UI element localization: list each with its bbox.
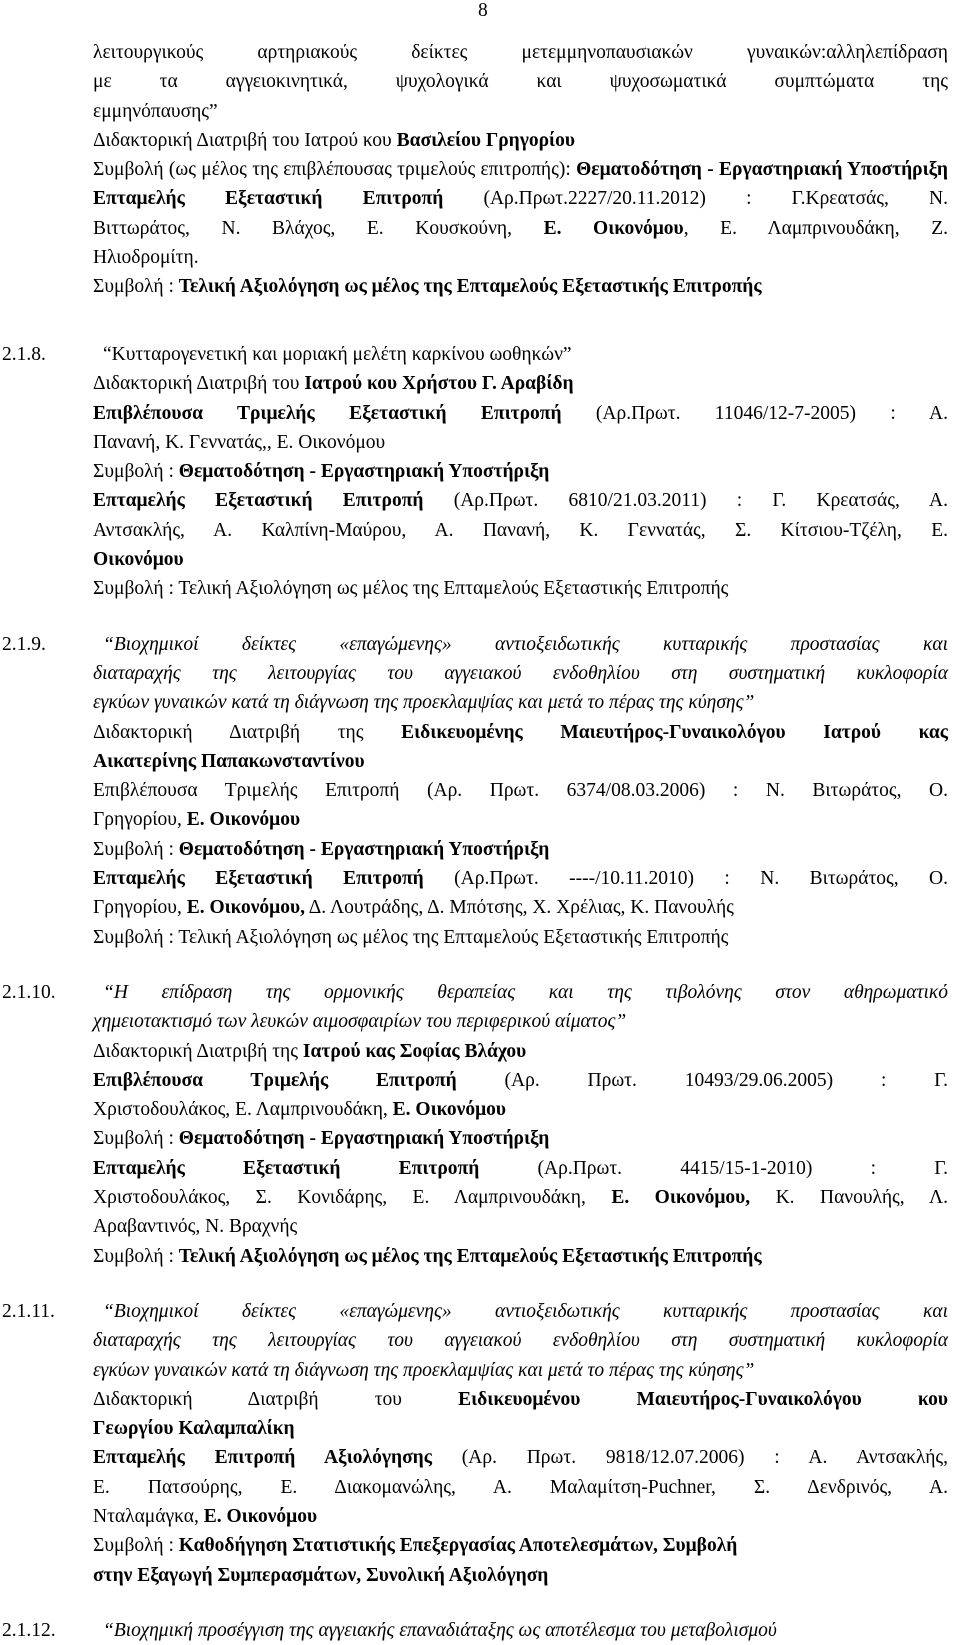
thesis-line	[93, 1037, 948, 1066]
role-text: Τελική Αξιολόγηση ως μέλος της Επταμελούς Εξεταστικής Επιτροπής	[178, 276, 762, 298]
entry-title-line-1	[93, 978, 948, 1007]
committee-line-3: Αραβαντινός, Ν. Βραχνής	[93, 1216, 298, 1238]
committee-members-rest: Δ. Λουτράδης, Δ. Μπότσης, Χ. Χρέλιας, Κ. Πανουλής	[304, 897, 734, 919]
supervising-details: (Αρ. Πρωτ. 10493/29.06.2005) : Γ.	[456, 1069, 948, 1091]
committee-label: Επταμελής Εξεταστική Επιτροπή	[93, 1157, 480, 1179]
intro-role2-line	[93, 272, 948, 301]
role1-line	[93, 835, 948, 864]
committee-members: Νταλαμάγκα,	[93, 1505, 204, 1527]
supervising-details: (Αρ.Πρωτ. 11046/12-7-2005) : Α.	[561, 402, 948, 424]
intro-committee-line-1	[93, 184, 948, 213]
thesis-line-1	[93, 718, 948, 747]
thesis-entry-2-1-10	[0, 978, 948, 1271]
intro-title-line-1: λειτουργικούς αρτηριακούς δείκτες μετεμμηνοπαυσιακών γυναικών:αλληλεπίδραση	[93, 42, 948, 63]
committee-members: Χριστοδουλάκος, Σ. Κονιδάρης, Ε. Λαμπρινουδάκη,	[93, 1187, 612, 1209]
committee-line-1	[93, 486, 948, 515]
supervising-line-2	[93, 805, 948, 834]
role2-line	[93, 1242, 948, 1271]
role-prefix: Συμβολή :	[93, 1535, 179, 1557]
thesis-author: Ειδικευομένης Μαιευτήρος-Γυναικολόγου Ιατρού κας	[401, 721, 948, 743]
committee-line-3	[93, 1502, 948, 1531]
committee-line-2: Αντσακλής, Α. Καλπίνη-Μαύρου, Α. Πανανή, Κ. Γεννατάς, Σ. Κίτσιου-Τζέλη, Ε.	[93, 519, 948, 541]
role-prefix: Συμβολή :	[93, 461, 179, 483]
role-text: Καθοδήγηση Στατιστικής Επεξεργασίας Αποτελεσμάτων, Συμβολή	[178, 1535, 738, 1557]
entry-title-text: “Η επίδραση της ορμονικής θεραπείας και της τιβολόνης στον αθηρωματικό	[103, 981, 948, 1003]
committee-members: Γρηγορίου,	[93, 897, 187, 919]
highlighted-member: Ε. Οικονόμου	[203, 1505, 318, 1527]
intro-entry-continuation	[93, 38, 948, 302]
thesis-prefix: Διδακτορική Διατριβή της	[93, 721, 402, 743]
intro-title-line-3: εμμηνόπαυσης”	[93, 100, 218, 122]
page-number: 8	[478, 0, 488, 21]
entry-title-text: εγκύων γυναικών κατά τη διάγνωση της προεκλαμψίας και μετά το πέρας της κύησης”	[93, 692, 755, 714]
entry-number: 2.1.9.	[2, 633, 46, 655]
role-prefix: Συμβολή (ως μέλος της επιβλέπουσας τριμελούς επιτροπής):	[93, 159, 577, 181]
entry-title-text: “Βιοχημικοί δείκτες «επαγώμενης» αντιοξειδωτικής κυτταρικής προστασίας και	[103, 633, 948, 655]
committee-members-rest: , Ε. Λαμπρινουδάκη, Ζ.	[683, 217, 949, 239]
intro-thesis-line	[93, 126, 948, 155]
highlighted-member: Οικονόμου	[93, 549, 184, 571]
committee-label: Επταμελής Εξεταστική Επιτροπή	[93, 868, 424, 890]
entry-title-text: “Βιοχημικοί δείκτες «επαγώμενης» αντιοξειδωτικής κυτταρικής προστασίας και	[103, 1300, 948, 1322]
entry-number: 2.1.12.	[2, 1619, 56, 1641]
supervising-line-1	[93, 1066, 948, 1095]
committee-details: (Αρ.Πρωτ. ----/10.11.2010) : Ν. Βιτωράτος, Ο.	[423, 868, 949, 890]
supervising-line-1: Επιβλέπουσα Τριμελής Επιτροπή (Αρ. Πρωτ. 6374/08.03.2006) : Ν. Βιτωράτος, Ο.	[93, 780, 948, 802]
highlighted-member: Ε. Οικονόμου	[392, 1099, 507, 1121]
role-text: Θεματοδότηση - Εργαστηριακή Υποστήριξη	[178, 838, 550, 860]
role1-line	[93, 457, 948, 486]
role-text: Τελική Αξιολόγηση ως μέλος της Επταμελούς Εξεταστικής Επιτροπής	[178, 1245, 762, 1267]
entry-number: 2.1.11.	[2, 1300, 55, 1322]
entry-title-text: διαταραχής της λειτουργίας του αγγειακού ενδοθηλίου στη συστηματική κυκλοφορία	[93, 662, 948, 684]
entry-title-line-3	[93, 1356, 948, 1385]
thesis-entry-2-1-11	[0, 1297, 948, 1590]
role-text-cont: στην Εξαγωγή Συμπερασμάτων, Συνολική Αξιολόγηση	[93, 1564, 549, 1586]
committee-members: Βιττωράτος, Ν. Βλάχος, Ε. Κουσκούνη,	[93, 217, 544, 239]
role-prefix: Συμβολή :	[93, 276, 179, 298]
thesis-entry-2-1-12	[0, 1616, 948, 1645]
entry-title-text: “Βιοχημική προσέγγιση της αγγειακής επαναδιάταξης ως αποτέλεσμα του μεταβολισμού	[103, 1619, 777, 1641]
committee-members-rest: Κ. Πανουλής, Λ.	[750, 1187, 948, 1209]
entry-title-line-1	[93, 1297, 948, 1326]
intro-title-line-2: με τα αγγειοκινητικά, ψυχολογικά και ψυχοσωματικά συμπτώματα της	[93, 71, 948, 93]
committee-label: Επταμελής Επιτροπή Αξιολόγησης	[93, 1447, 432, 1469]
entry-title-line-3	[93, 688, 948, 717]
thesis-entry-2-1-9	[0, 630, 948, 952]
entry-number: 2.1.10.	[2, 981, 56, 1003]
entry-title-line-2	[93, 1326, 948, 1355]
committee-details: (Αρ.Πρωτ. 6810/21.03.2011) : Γ. Κρεατσάς, Α.	[423, 490, 949, 512]
committee-label: Επταμελής Εξεταστική Επιτροπή	[93, 490, 424, 512]
committee-line-2: Ε. Πατσούρης, Ε. Διακομανώλης, Α. Μαλαμίτση-Puchner, Σ. Δενδρινός, Α.	[93, 1476, 948, 1498]
thesis-author: Ειδικευομένου Μαιευτήρος-Γυναικολόγου κου	[458, 1388, 948, 1410]
intro-committee-line-3: Ηλιοδρομίτη.	[93, 247, 199, 269]
committee-line-2	[93, 1183, 948, 1212]
role-line-2	[93, 1561, 948, 1590]
entry-title-line-2	[93, 1007, 948, 1036]
supervising-line-2	[93, 1095, 948, 1124]
thesis-entries-list	[0, 340, 960, 1645]
highlighted-member: Ε. Οικονόμου	[186, 809, 301, 831]
role1-line	[93, 1124, 948, 1153]
thesis-line	[93, 369, 948, 398]
thesis-line-2	[93, 1414, 948, 1443]
role2-line: Συμβολή : Τελική Αξιολόγηση ως μέλος της Επταμελούς Εξεταστικής Επιτροπής	[93, 578, 729, 600]
entry-title-text: διαταραχής της λειτουργίας του αγγειακού ενδοθηλίου στη συστηματική κυκλοφορία	[93, 1330, 948, 1352]
committee-details: (Αρ. Πρωτ. 9818/12.07.2006) : Α. Αντσακλής,	[431, 1447, 948, 1469]
entry-title-line-2	[93, 659, 948, 688]
role-prefix: Συμβολή :	[93, 838, 179, 860]
entry-title-line-1	[93, 630, 948, 659]
thesis-prefix: Διδακτορική Διατριβή του	[93, 373, 305, 395]
entry-title: “Κυτταρογενετική και μοριακή μελέτη καρκίνου ωοθηκών”	[103, 344, 572, 365]
thesis-author-cont: Γεωργίου Καλαμπαλίκη	[93, 1418, 295, 1440]
committee-details: (Αρ.Πρωτ. 4415/15-1-2010) : Γ.	[479, 1157, 949, 1179]
highlighted-member: Ε. Οικονόμου,	[611, 1187, 751, 1209]
committee-label: Επταμελής Εξεταστική Επιτροπή	[93, 188, 444, 210]
thesis-prefix: Διδακτορική Διατριβή της	[93, 1040, 303, 1062]
role-prefix: Συμβολή :	[93, 1245, 179, 1267]
role-text: Θεματοδότηση - Εργαστηριακή Υποστήριξη	[178, 1128, 550, 1150]
thesis-prefix: Διδακτορική Διατριβή του	[93, 1388, 459, 1410]
thesis-line-1	[93, 1385, 948, 1414]
entry-number: 2.1.8.	[2, 344, 46, 365]
highlighted-member: Ε. Οικονόμου	[543, 217, 684, 239]
highlighted-member: Ε. Οικονόμου,	[186, 897, 305, 919]
entry-title-line-1	[93, 1616, 948, 1645]
role-text: Θεματοδότηση - Εργαστηριακή Υποστήριξη	[576, 159, 948, 181]
thesis-author: Ιατρού κου Χρήστου Γ. Αραβίδη	[304, 373, 574, 395]
supervising-line-1	[93, 399, 948, 428]
committee-line-3	[93, 545, 948, 574]
thesis-author-cont: Αικατερίνης Παπακωνσταντίνου	[93, 750, 365, 772]
supervising-label: Επιβλέπουσα Τριμελής Εξεταστική Επιτροπή	[93, 402, 562, 424]
committee-line-1	[93, 1443, 948, 1472]
thesis-entry-2-1-8	[0, 340, 948, 604]
committee-line-2	[93, 893, 948, 922]
role-text: Θεματοδότηση - Εργαστηριακή Υποστήριξη	[178, 461, 550, 483]
thesis-author: Βασιλείου Γρηγορίου	[396, 129, 575, 151]
role-prefix: Συμβολή :	[93, 1128, 179, 1150]
thesis-prefix: Διδακτορική Διατριβή του Ιατρού κου	[93, 129, 397, 151]
entry-title-text: εγκύων γυναικών κατά τη διάγνωση της προεκλαμψίας και μετά το πέρας της κύησης”	[93, 1359, 755, 1381]
intro-committee-line-2	[93, 214, 948, 243]
supervising-line-2: Πανανή, Κ. Γεννατάς,, Ε. Οικονόμου	[93, 431, 386, 453]
committee-details: (Αρ.Πρωτ.2227/20.11.2012) : Γ.Κρεατσάς, Ν.	[443, 188, 948, 210]
supervising-label: Επιβλέπουσα Τριμελής Επιτροπή	[93, 1069, 457, 1091]
supervising-members: Χριστοδουλάκος, Ε. Λαμπρινουδάκη,	[93, 1099, 393, 1121]
committee-line-1	[93, 1154, 948, 1183]
thesis-author: Ιατρού κας Σοφίας Βλάχου	[302, 1040, 527, 1062]
role2-line: Συμβολή : Τελική Αξιολόγηση ως μέλος της Επταμελούς Εξεταστικής Επιτροπής	[93, 926, 729, 948]
intro-role1-line	[93, 155, 948, 184]
committee-line-1	[93, 864, 948, 893]
thesis-line-2	[93, 747, 948, 776]
entry-title-text: χημειοτακτισμό των λευκών αιμοσφαιρίων του περιφερικού αίματος”	[93, 1011, 627, 1033]
role-line-1	[93, 1531, 948, 1560]
supervising-members: Γρηγορίου,	[93, 809, 187, 831]
